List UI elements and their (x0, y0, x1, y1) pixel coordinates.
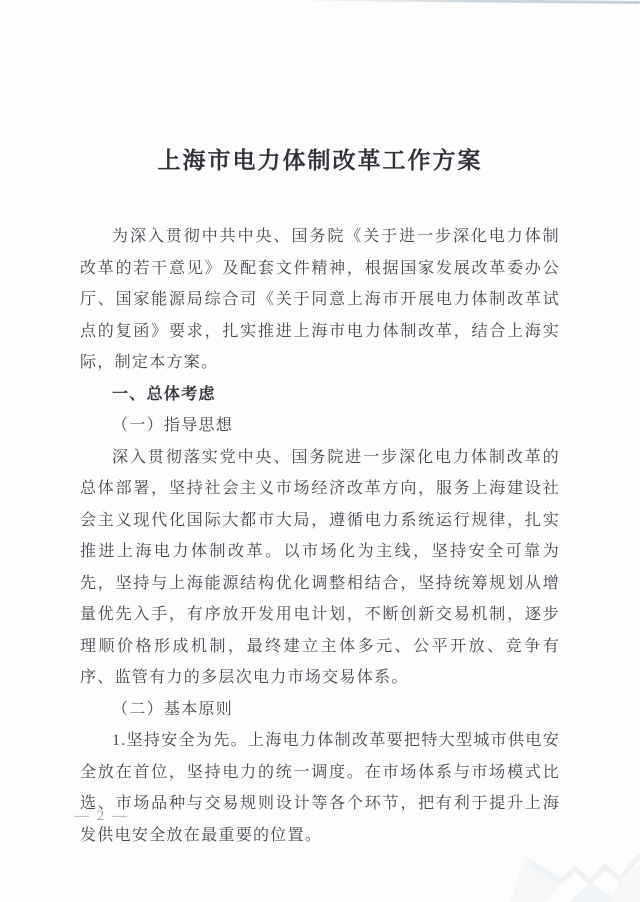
heading-overall-considerations: 一、总体考虑 (112, 385, 216, 403)
heading-basic-principles: （二）基本原则 (112, 700, 234, 718)
document-content (80, 221, 560, 851)
paragraph-principle-safety-first: 1.坚持安全为先。上海电力体制改革要把特大型城市供电安全放在首位，坚持电力的统一调度。在市场体系与市场模式比选、市场品种与交易规则设计等各个环节，把有利于提升上海发供电安全放在最重要的位置。 (80, 732, 560, 844)
heading-guiding-ideology: （一）指导思想 (112, 417, 234, 434)
paragraph-intro: 为深入贯彻中共中央、国务院《关于进一步深化电力体制改革的若干意见》及配套文件精神，根据国家发展改革委办公厅、国家能源局综合司《关于同意上海市开展电力体制改革试点的复函》要求，扎实推进上海市电力体制改革，结合上海实际，制定本方案。 (80, 228, 560, 371)
paragraph-guiding-ideology: 深入贯彻落实党中央、国务院进一步深化电力体制改革的总体部署，坚持社会主义市场经济改革方向，服务上海建设社会主义现代化国际大都市大局，遵循电力系统运行规律，扎实推进上海电力体制改革。以市场化为主线，坚持安全可靠为先，坚持与上海能源结构优化调整相结合，坚持统筹规划从增量优先入手，有序放开发用电计划，不断创新交易机制，逐步理顺价格形成机制，最终建立主体多元、公平开放、竞争有序、监管有力的多层次电力市场交易体系。 (80, 448, 560, 686)
page-number: — 2 — (74, 808, 129, 824)
document-title: 上海市电力体制改革工作方案 (157, 148, 483, 173)
scan-edge-artifact (275, 0, 640, 4)
document-body (80, 145, 560, 851)
